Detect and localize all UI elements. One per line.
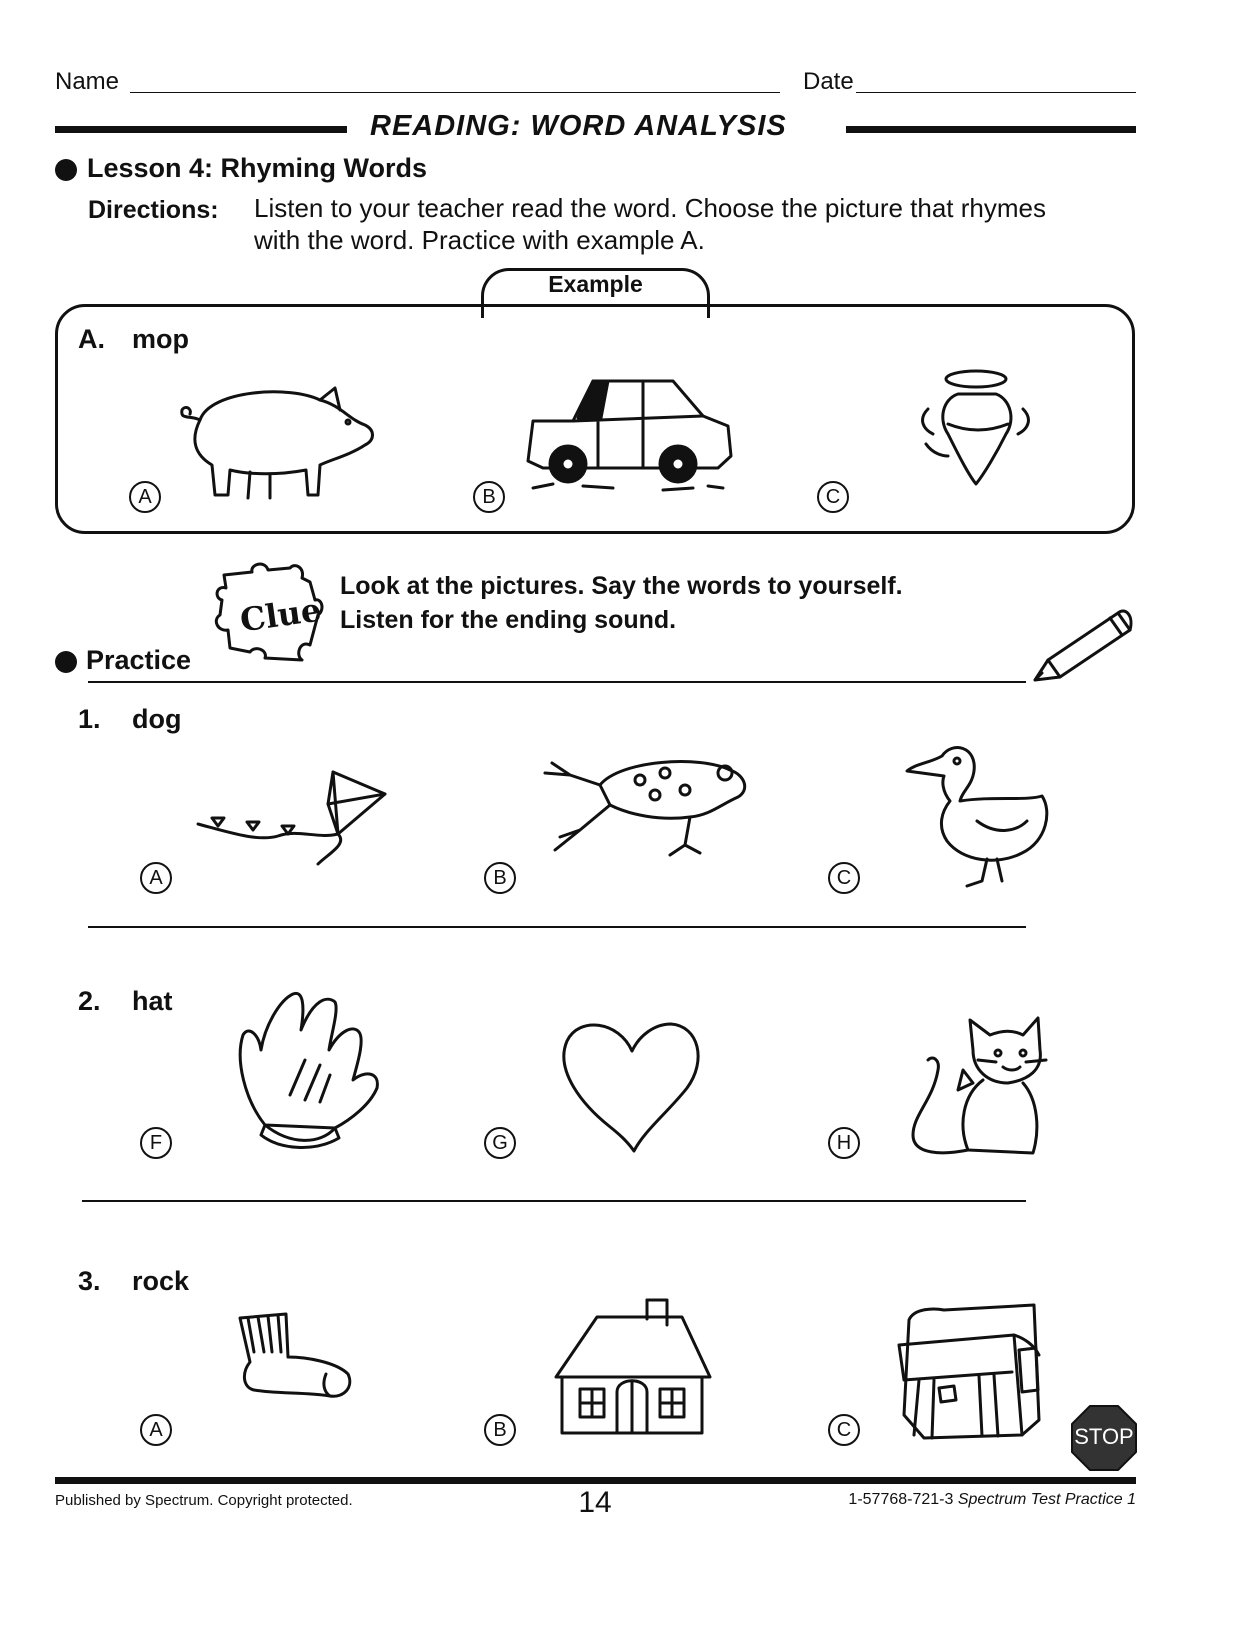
example-choice-b[interactable]: B — [473, 481, 505, 513]
question-2-choice-f[interactable]: F — [140, 1127, 172, 1159]
footer-isbn: 1-57768-721-3 — [848, 1491, 954, 1508]
directions-label: Directions: — [88, 196, 219, 224]
date-label: Date — [803, 68, 854, 95]
question-1-choice-a[interactable]: A — [140, 862, 172, 894]
cat-icon — [908, 1015, 1048, 1160]
question-3-word: rock — [132, 1266, 190, 1296]
example-choice-a[interactable]: A — [129, 481, 161, 513]
question-2-number: 2. — [78, 986, 101, 1016]
car-icon — [523, 376, 738, 496]
directions-line2: with the word. Practice with example A. — [254, 225, 705, 255]
question-2-choice-g[interactable]: G — [484, 1127, 516, 1159]
name-field-line[interactable] — [130, 92, 780, 93]
practice-rule — [88, 681, 1026, 683]
footer-bar — [55, 1477, 1136, 1484]
question-1-number: 1. — [78, 704, 101, 734]
directions-line1: Listen to your teacher read the word. Choose the picture that rhymes — [254, 193, 1046, 223]
practice-title: Practice — [86, 645, 192, 675]
question-2-word: hat — [132, 986, 173, 1016]
footer-isbn-series — [800, 1491, 1136, 1509]
example-choice-c[interactable]: C — [817, 481, 849, 513]
question-1-rule — [88, 926, 1026, 928]
heart-icon — [559, 1016, 705, 1156]
sock-icon — [236, 1312, 356, 1400]
bullet-icon — [55, 159, 77, 181]
question-1-choice-c[interactable]: C — [828, 862, 860, 894]
duck-icon — [902, 741, 1052, 889]
spinning-top-icon — [918, 364, 1033, 489]
date-field-line[interactable] — [856, 92, 1136, 93]
question-2-choice-h[interactable]: H — [828, 1127, 860, 1159]
title-bar-right — [846, 126, 1136, 133]
example-number: A. — [78, 324, 105, 354]
question-1-word: dog — [132, 704, 182, 734]
question-3-choice-a[interactable]: A — [140, 1414, 172, 1446]
clue-puzzle-text: Clue — [237, 590, 324, 640]
backpack-icon — [894, 1300, 1044, 1440]
question-3-number: 3. — [78, 1266, 101, 1296]
name-label: Name — [55, 68, 120, 95]
question-3-choice-c[interactable]: C — [828, 1414, 860, 1446]
glove-icon — [235, 990, 385, 1150]
clue-line1: Look at the pictures. Say the words to yourself. — [340, 572, 903, 600]
clue-line2: Listen for the ending sound. — [340, 606, 677, 634]
house-icon — [552, 1297, 712, 1437]
kite-icon — [188, 764, 390, 869]
stop-sign-text: STOP — [1074, 1424, 1134, 1449]
section-title: READING: WORD ANALYSIS — [370, 110, 787, 142]
frog-icon — [540, 755, 752, 860]
pig-icon — [170, 380, 380, 505]
title-bar-left — [55, 126, 347, 133]
example-word: mop — [132, 324, 189, 354]
page-number: 14 — [578, 1486, 612, 1519]
question-2-rule — [82, 1200, 1026, 1202]
question-1-choice-b[interactable]: B — [484, 862, 516, 894]
footer-publisher: Published by Spectrum. Copyright protected. — [55, 1492, 353, 1509]
question-3-choice-b[interactable]: B — [484, 1414, 516, 1446]
footer-series: Spectrum Test Practice 1 — [957, 1491, 1136, 1508]
pencil-icon — [1030, 605, 1138, 685]
lesson-title: Lesson 4: Rhyming Words — [87, 153, 428, 183]
example-tab-label: Example — [548, 271, 643, 297]
bullet-icon — [55, 651, 77, 673]
